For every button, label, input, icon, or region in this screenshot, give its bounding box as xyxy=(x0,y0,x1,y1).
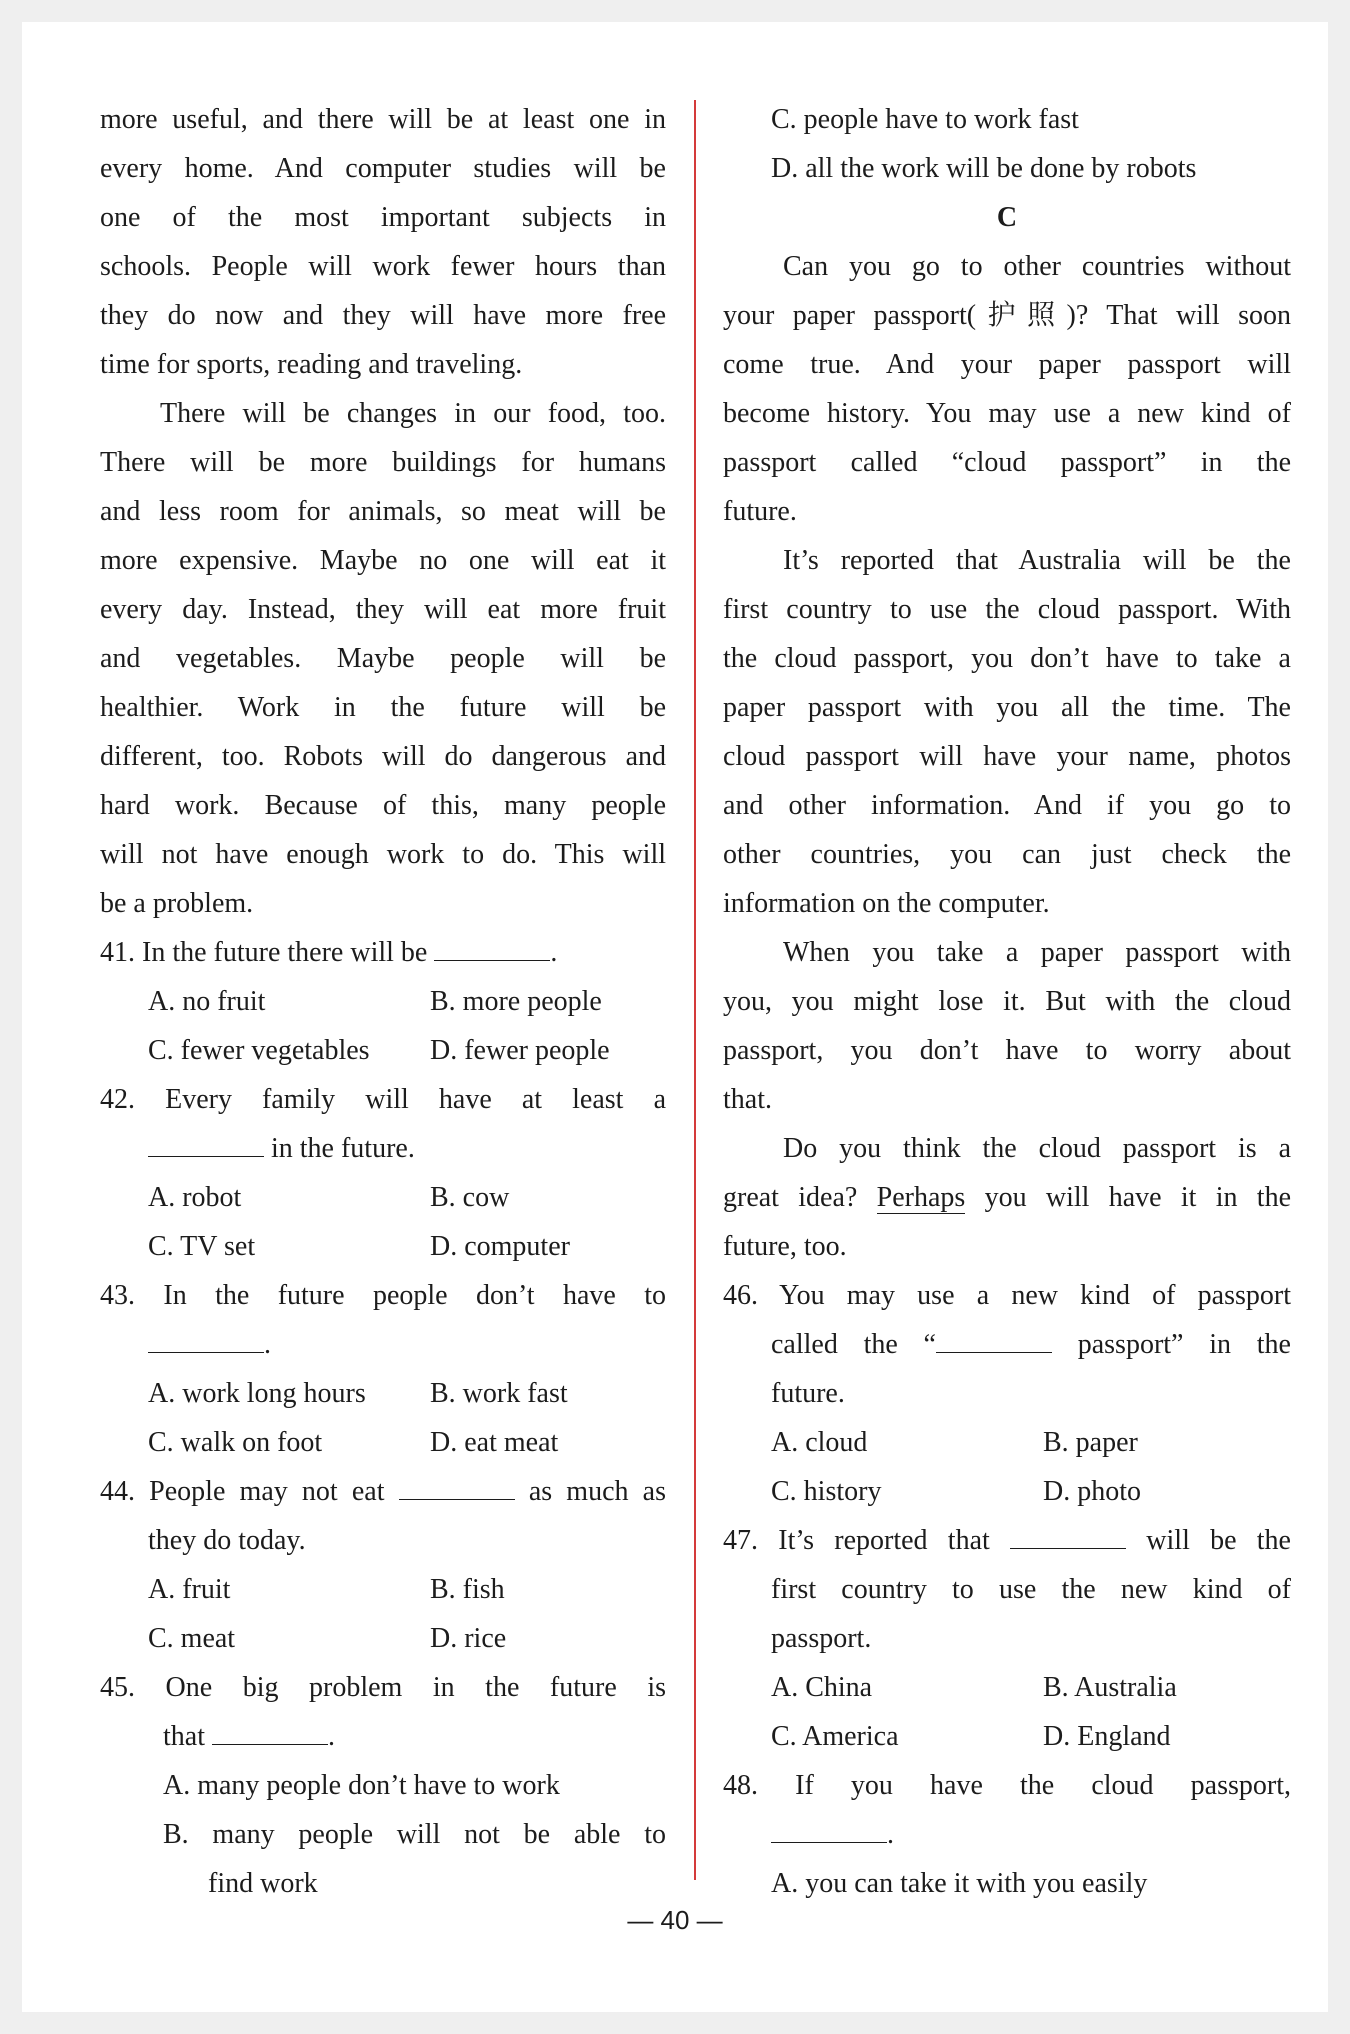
passage-line: Can you go to other countries without xyxy=(783,251,1291,282)
passage-line: the cloud passport, you don’t have to take a xyxy=(723,643,1291,674)
options-row xyxy=(100,1222,666,1271)
passage-line: and other information. And if you go to xyxy=(723,790,1291,821)
question-43-cont: . xyxy=(100,1320,666,1369)
question-43: 43. In the future people don’t have to xyxy=(100,1280,666,1311)
passage-line: you, you might lose it. But with the cloud xyxy=(723,986,1291,1017)
options-row xyxy=(100,1026,666,1075)
passage-line: When you take a paper passport with xyxy=(783,937,1291,968)
option-a[interactable]: A. cloud xyxy=(771,1427,868,1458)
passage-line: It’s reported that Australia will be the xyxy=(783,545,1291,576)
answer-blank xyxy=(771,1814,887,1843)
answer-blank xyxy=(1010,1520,1126,1549)
question-46-cont: future. xyxy=(771,1378,845,1409)
option-c[interactable]: C. history xyxy=(771,1476,882,1507)
option-d[interactable]: D. fewer people xyxy=(430,1035,610,1066)
passage-line: future, too. xyxy=(723,1231,847,1262)
passage-line: There will be more buildings for humans xyxy=(100,447,666,478)
passage-line: will not have enough work to do. This will xyxy=(100,839,666,870)
passage-line: great idea? Perhaps you will have it in the xyxy=(723,1182,1292,1213)
passage-line: passport called “cloud passport” in the xyxy=(723,447,1291,478)
passage-line: first country to use the cloud passport. With xyxy=(723,594,1291,625)
underlined-word: Perhaps xyxy=(876,1182,966,1213)
question-42-cont: in the future. xyxy=(100,1124,666,1173)
option-a[interactable]: A. no fruit xyxy=(148,986,266,1017)
question-47: 47. It’s reported that will be the xyxy=(723,1516,1291,1565)
question-48: 48. If you have the cloud passport, xyxy=(723,1770,1291,1801)
answer-blank xyxy=(148,1324,264,1353)
option-c[interactable]: C. fewer vegetables xyxy=(148,1035,370,1066)
option-b[interactable]: B. cow xyxy=(430,1182,510,1213)
question-45-cont: that . xyxy=(100,1712,666,1761)
passage-line: become history. You may use a new kind of xyxy=(723,398,1291,429)
option-b[interactable]: B. paper xyxy=(1043,1427,1138,1458)
left-column xyxy=(100,95,666,1908)
passage-line: every home. And computer studies will be xyxy=(100,153,666,184)
option-a[interactable]: A. fruit xyxy=(148,1574,231,1605)
page-number: — 40 — xyxy=(627,1905,723,1935)
options-row xyxy=(723,1467,1291,1516)
passage-line: they do now and they will have more free xyxy=(100,300,666,331)
option-a[interactable]: A. work long hours xyxy=(148,1378,366,1409)
passage-line: your paper passport(护照)? That will soon xyxy=(723,300,1291,331)
option-c[interactable]: C. people have to work fast xyxy=(771,104,1079,135)
passage-line: There will be changes in our food, too. xyxy=(160,398,666,429)
option-a[interactable]: A. China xyxy=(771,1672,873,1703)
passage-line: come true. And your paper passport will xyxy=(723,349,1291,380)
passage-line: that. xyxy=(723,1084,772,1115)
answer-blank xyxy=(936,1324,1052,1353)
question-41: 41. In the future there will be . xyxy=(100,928,666,977)
right-column xyxy=(723,95,1291,1908)
answer-blank xyxy=(399,1471,515,1500)
passage-line: hard work. Because of this, many people xyxy=(100,790,666,821)
section-heading: C xyxy=(996,202,1018,233)
answer-blank xyxy=(434,932,550,961)
passage-line: schools. People will work fewer hours than xyxy=(100,251,666,282)
passage-line: cloud passport will have your name, photos xyxy=(723,741,1291,772)
options-row xyxy=(723,1418,1291,1467)
passage-line: Do you think the cloud passport is a xyxy=(783,1133,1291,1164)
options-row xyxy=(100,1418,666,1467)
column-divider xyxy=(694,100,696,1880)
question-48-cont: . xyxy=(723,1810,1291,1859)
answer-blank xyxy=(212,1716,328,1745)
option-a[interactable]: A. you can take it with you easily xyxy=(771,1868,1148,1899)
option-c[interactable]: C. TV set xyxy=(148,1231,256,1262)
option-b[interactable]: B. more people xyxy=(430,986,602,1017)
options-row xyxy=(723,1712,1291,1761)
passage-line: more expensive. Maybe no one will eat it xyxy=(100,545,666,576)
options-row xyxy=(100,977,666,1026)
option-d[interactable]: D. all the work will be done by robots xyxy=(771,153,1197,184)
option-c[interactable]: C. America xyxy=(771,1721,899,1752)
passage-line: paper passport with you all the time. The xyxy=(723,692,1291,723)
option-b[interactable]: B. work fast xyxy=(430,1378,568,1409)
option-c[interactable]: C. walk on foot xyxy=(148,1427,323,1458)
passage-line: and less room for animals, so meat will be xyxy=(100,496,666,527)
question-44: 44. People may not eat as much as xyxy=(100,1467,666,1516)
question-44-cont: they do today. xyxy=(148,1525,306,1556)
answer-blank xyxy=(148,1128,264,1157)
passage-line: every day. Instead, they will eat more fruit xyxy=(100,594,666,625)
option-d[interactable]: D. computer xyxy=(430,1231,570,1262)
passage-line: be a problem. xyxy=(100,888,254,919)
question-45: 45. One big problem in the future is xyxy=(100,1672,666,1703)
option-b-cont[interactable]: find work xyxy=(208,1868,318,1899)
option-a[interactable]: A. robot xyxy=(148,1182,242,1213)
option-b[interactable]: B. Australia xyxy=(1043,1672,1177,1703)
options-row xyxy=(100,1614,666,1663)
options-row xyxy=(100,1173,666,1222)
passage-line: one of the most important subjects in xyxy=(100,202,666,233)
option-b[interactable]: B. fish xyxy=(430,1574,505,1605)
options-row xyxy=(100,1565,666,1614)
passage-line: information on the computer. xyxy=(723,888,1050,919)
passage-line: more useful, and there will be at least one in xyxy=(100,104,666,135)
question-46: 46. You may use a new kind of passport xyxy=(723,1280,1291,1311)
option-b[interactable]: B. many people will not be able to xyxy=(163,1819,666,1850)
option-c[interactable]: C. meat xyxy=(148,1623,236,1654)
passage-line: healthier. Work in the future will be xyxy=(100,692,666,723)
passage-line: and vegetables. Maybe people will be xyxy=(100,643,666,674)
option-a[interactable]: A. many people don’t have to work xyxy=(163,1770,560,1801)
passage-line: other countries, you can just check the xyxy=(723,839,1291,870)
passage-line: different, too. Robots will do dangerous and xyxy=(100,741,666,772)
option-d[interactable]: D. photo xyxy=(1043,1476,1141,1507)
options-row xyxy=(100,1369,666,1418)
question-42: 42. Every family will have at least a xyxy=(100,1084,666,1115)
passage-line: passport, you don’t have to worry about xyxy=(723,1035,1291,1066)
option-d[interactable]: D. rice xyxy=(430,1623,507,1654)
option-d[interactable]: D. eat meat xyxy=(430,1427,559,1458)
question-47-cont: first country to use the new kind of xyxy=(771,1574,1291,1605)
option-d[interactable]: D. England xyxy=(1043,1721,1171,1752)
question-47-cont: passport. xyxy=(771,1623,872,1654)
question-46-cont: called the “ passport” in the xyxy=(723,1320,1291,1369)
options-row xyxy=(723,1663,1291,1712)
passage-line: future. xyxy=(723,496,797,527)
passage-line: time for sports, reading and traveling. xyxy=(100,349,523,380)
